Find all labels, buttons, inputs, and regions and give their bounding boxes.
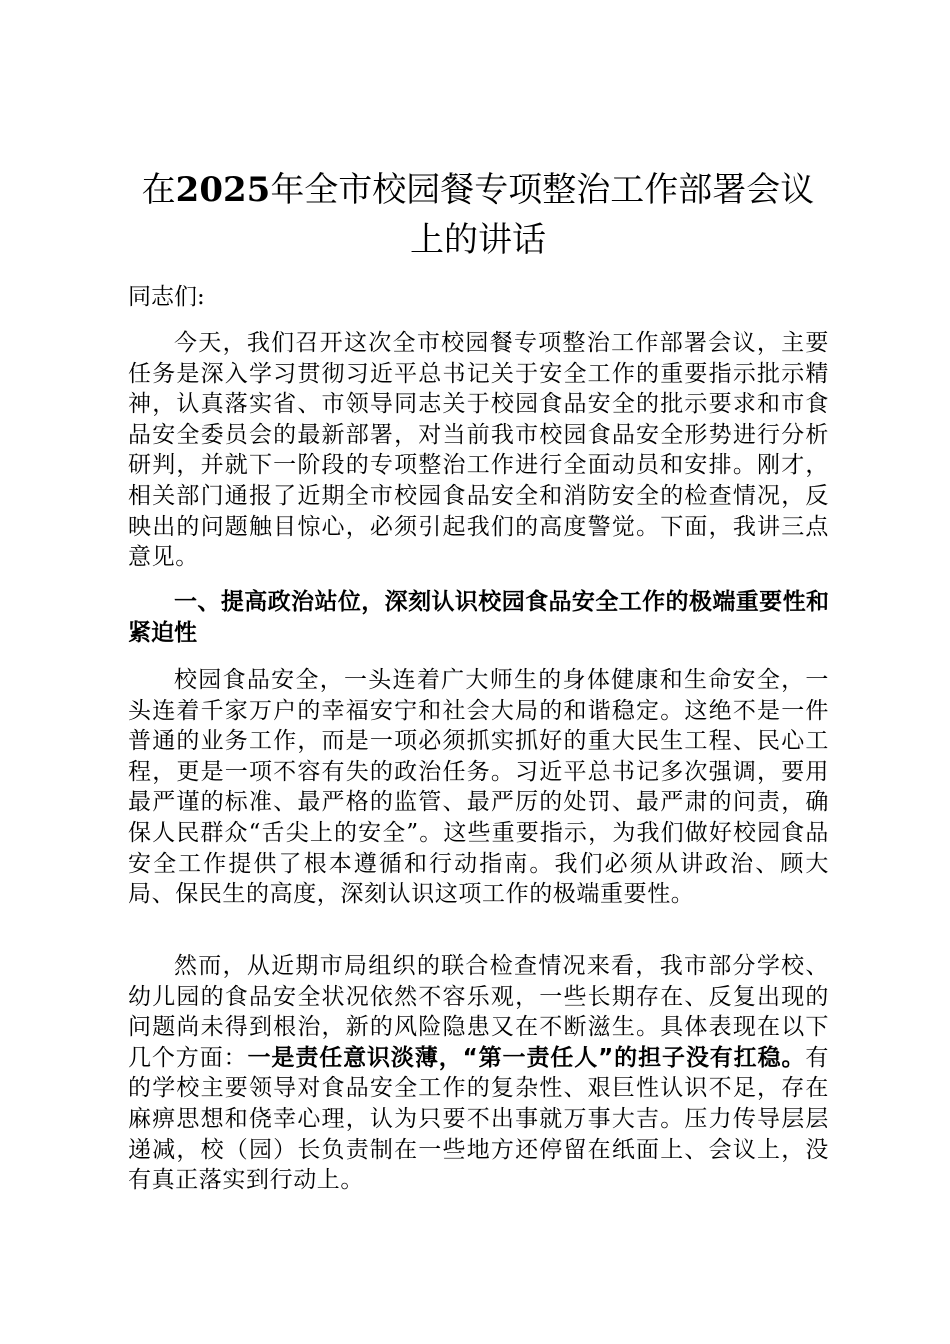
page-title [128,165,828,265]
title-year: 2025 [175,170,271,210]
paragraph-problems-rest: 有的学校主要领导对食品安全工作的复杂性、艰巨性认识不足，存在麻痹思想和侥幸心理，认为只要不出事就万事大吉。压力传导层层递减，校（园）长负责制在一些地方还停留在纸面上、会议上，没有真正落实到行动上。 [128,1044,829,1194]
paragraph-importance: 校园食品安全，一头连着广大师生的身体健康和生命安全，一头连着千家万户的幸福安宁和社会大局的和谐稳定。这绝不是一件普通的业务工作，而是一项必须抓实抓好的重大民生工程、民心工程，更是一项不容有失的政治任务。习近平总书记多次强调，要用最严谨的标准、最严格的监管、最严厉的处罚、最严肃的问责，确保人民群众“舌尖上的安全”。这些重要指示，为我们做好校园食品安全工作提供了根本遵循和行动指南。我们必须从讲政治、顾大局、保民生的高度，深刻认识这项工作的极端重要性。 [128,667,829,908]
title-suffix: 年全市校园餐专项整治工作部署会议上的讲话 [270,170,815,260]
paragraph-opening: 今天，我们召开这次全市校园餐专项整治工作部署会议，主要任务是深入学习贯彻习近平总书记关于安全工作的重要指示批示精神，认真落实省、市领导同志关于校园食品安全的批示要求和市食品安全委员会的最新部署，对当前我市校园食品安全形势进行分析研判，并就下一阶段的专项整治工作进行全面动员和安排。刚才，相关部门通报了近期全市校园食品安全和消防安全的检查情况，反映出的问题触目惊心，必须引起我们的高度警觉。下面，我讲三点意见。 [128,330,829,571]
salutation: 同志们: [128,284,205,310]
section-heading-1: 一、提高政治站位，深刻认识校园食品安全工作的极端重要性和紧迫性 [128,589,829,646]
title-prefix: 在 [141,170,176,210]
paragraph-problems-intro: 然而，从近期市局组织的联合检查情况来看，我市部分学校、幼儿园的食品安全状况依然不容乐观，一些长期存在、反复出现的问题尚未得到根治，新的风险隐患又在不断滋生。具体表现在以下几个方面： [128,953,829,1071]
paragraph-problems [128,951,829,1196]
paragraph-problems-emphasis: 一是责任意识淡薄，“第一责任人”的担子没有扛稳。 [247,1044,806,1071]
